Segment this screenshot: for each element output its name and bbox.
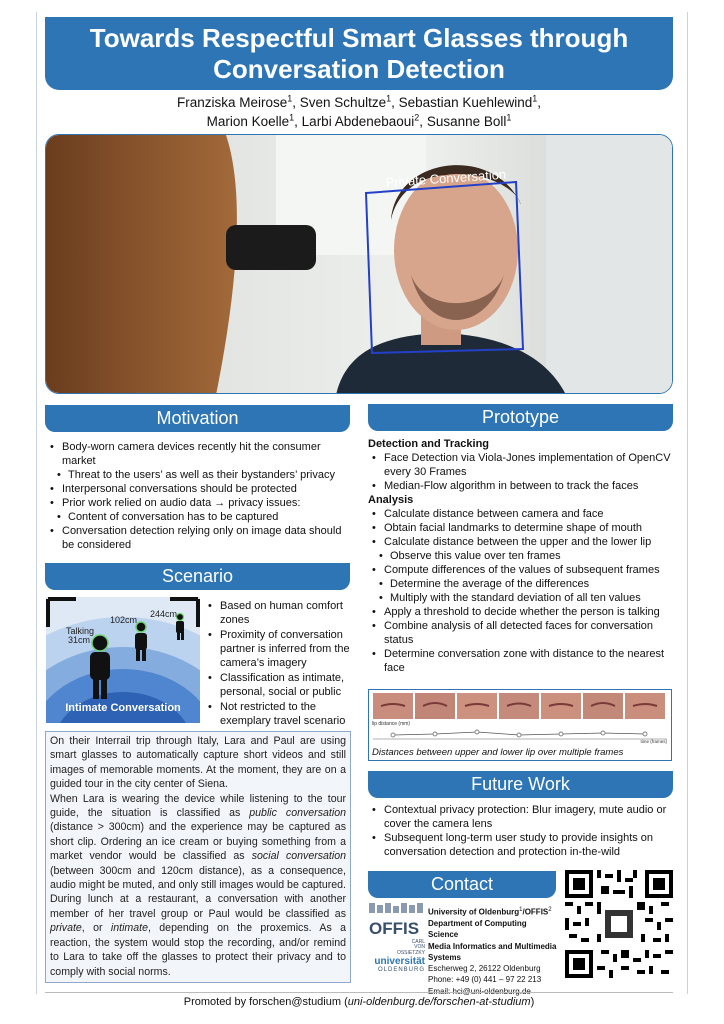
university-logo	[369, 940, 425, 980]
scenario-story	[45, 731, 351, 983]
motivation-list	[46, 440, 350, 552]
uni-logo-line: OLDENBURG	[377, 967, 425, 973]
motivation-heading: Motivation	[45, 405, 350, 432]
list-item: • Median-Flow algorithm in between to track the faces	[368, 479, 676, 493]
hero-illustration	[46, 135, 673, 394]
qr-code[interactable]	[565, 870, 673, 978]
list-item: • Subsequent long-term user study to provide insights on conversation detection and protection in-the-wild	[368, 831, 676, 859]
author: Susanne Boll	[426, 114, 507, 129]
scenario-label-244cm: 244cm	[150, 609, 178, 619]
lip-frames	[373, 693, 665, 719]
list-item: • Combine analysis of all detected faces for conversation status	[368, 619, 676, 647]
lip-axis-label: lip distance (mm)	[372, 721, 411, 727]
scenario-label-talking: Talking	[66, 626, 95, 636]
affiliation-mark: 1	[287, 93, 293, 104]
author: Larbi Abdenebaoui	[301, 114, 415, 129]
author: Sebastian Kuehlewind	[398, 95, 533, 110]
list-item: • Prior work relied on audio data → privacy issues:	[46, 496, 350, 510]
hero-photo	[45, 134, 673, 394]
list-item: • Conversation detection relying only on image data should be considered	[46, 524, 350, 552]
prototype-subheading: Analysis	[368, 494, 414, 506]
title-line-2: Conversation Detection	[213, 54, 505, 84]
list-item: • Proximity of conversation partner is inferred from the camera’s imagery	[204, 628, 354, 670]
lip-distance-figure	[368, 689, 672, 761]
story-paragraph: When Lara is wearing the device while listening to the tour guide, the situation is classified as public conversation (distance > 300cm) and the experience may be captured as short clip. Ordering an ice cream or buying something from a market vendor would be classified as social conversation (between 300cm and 120cm distance), as a consequence, audio might be muted, and only still images would be captured. During lunch at a restaurant, a conversation with another member of her travel group or Paul would be classified as private, or intimate, depending on the proxemics. As a reaction, the system would stop the recording, and/or remind to Lara to take off the glasses to protect their privacy and to comply with social norms.	[50, 792, 347, 978]
list-item: • Face Detection via Viola-Jones implementation of OpenCV every 30 Frames	[368, 451, 676, 479]
list-item: • Determine the average of the differences	[368, 577, 676, 591]
analysis-list	[368, 507, 676, 675]
affiliation-mark: 1	[519, 907, 523, 913]
contact-group: Media Informatics and Multimedia Systems	[428, 941, 557, 962]
footer-divider	[45, 992, 673, 993]
title-line-1: Towards Respectful Smart Glasses through	[89, 23, 629, 53]
list-item: • Multiply with the standard deviation of all ten values	[368, 591, 676, 605]
author-list: Franziska Meirose$^1$, Sven Schultze$^1$, Sebastian Kuehlewind$^1$, Marion Koelle$^1$, Larbi Abdenebaoui$^2$, Susanne Boll$^1$	[176, 93, 542, 129]
offis-logo	[369, 903, 425, 937]
list-item: • Calculate distance between the upper and the lower lip	[368, 535, 676, 549]
list-item: • Body-worn camera devices recently hit the consumer market	[46, 440, 350, 468]
footer-link[interactable]: uni-oldenburg.de/forschen-at-studium	[347, 996, 531, 1008]
title-banner	[45, 17, 673, 90]
uni-logo-line: OSSIETZKY	[396, 950, 425, 956]
prototype-list	[368, 451, 676, 493]
prototype-content	[368, 437, 676, 675]
scenario-caption: Intimate Conversation	[65, 702, 181, 714]
story-paragraph: On their Interrail trip through Italy, Lara and Paul are using smart glasses to automatically capture short videos and still images of memorable moments. At the moment, they are on a guided tour in the city center of Siena.	[50, 735, 346, 791]
future-work-heading: Future Work	[368, 771, 673, 798]
list-item: • Compute differences of the values of subsequent frames	[368, 563, 676, 577]
affiliation-mark: 1	[532, 93, 538, 104]
scenario-figure	[46, 597, 200, 723]
list-item: • Obtain facial landmarks to determine shape of mouth	[368, 521, 676, 535]
contact-org: University of Oldenburg	[428, 907, 520, 917]
list-item: • Observe this value over ten frames	[368, 549, 676, 563]
hero-overlay-label: Private Conversation	[385, 166, 507, 190]
contact-phone: Phone: +49 (0) 441 – 97 22 213	[428, 975, 542, 985]
camera-glasses	[226, 225, 316, 270]
contact-address: Escherweg 2, 26122 Oldenburg	[428, 964, 541, 974]
list-item: • Contextual privacy protection: Blur imagery, mute audio or cover the camera lens	[368, 803, 676, 831]
author: Marion Koelle	[206, 114, 290, 129]
list-item: • Interpersonal conversations should be protected	[46, 482, 350, 496]
footer-close: )	[530, 996, 535, 1008]
footer	[45, 996, 673, 1008]
contact-heading: Contact	[368, 871, 556, 898]
lip-figure-caption: Distances between upper and lower lip over multiple frames	[372, 747, 624, 758]
list-item: • Calculate distance between camera and face	[368, 507, 676, 521]
offis-logo-text: OFFIS	[369, 919, 420, 937]
contact-details	[428, 905, 558, 997]
affiliation-mark: 1	[289, 112, 295, 123]
uni-logo-line: universität	[374, 956, 425, 967]
affiliation-mark: 1	[506, 112, 512, 123]
list-item: • Apply a threshold to decide whether the person is talking	[368, 605, 676, 619]
list-item: • Classification as intimate, personal, social or public	[204, 671, 354, 699]
lip-time-label: time (frames)	[640, 739, 667, 744]
uni-logo-line: CARL	[411, 939, 425, 945]
scenario-label-31cm: 31cm	[68, 635, 91, 645]
list-item: • Determine conversation zone with distance to the nearest face	[368, 647, 676, 675]
list-item: • Based on human comfort zones	[204, 599, 354, 627]
scenario-list	[204, 599, 354, 729]
list-item: • Not restricted to the exemplary travel scenario	[204, 700, 354, 728]
scenario-heading: Scenario	[45, 563, 350, 590]
affiliation-mark: 2	[414, 112, 420, 123]
contact-org-sep: /OFFIS	[522, 907, 549, 917]
contact-dept: Department of Computing Science	[428, 918, 527, 940]
author: Franziska Meirose	[176, 95, 288, 110]
list-item: • Threat to the users’ as well as their bystanders’ privacy	[46, 468, 350, 482]
prototype-subheading: Detection and Tracking	[368, 438, 490, 450]
contact-email[interactable]: Email: hci@uni-oldenburg.de	[428, 986, 531, 996]
footer-text: Promoted by forschen@studium (	[183, 996, 348, 1008]
affiliation-mark: 2	[548, 907, 552, 913]
scenario-label-102cm: 102cm	[110, 615, 138, 625]
woman-hair	[46, 135, 237, 394]
uni-logo-line: VON	[414, 944, 425, 950]
prototype-heading: Prototype	[368, 404, 673, 431]
affiliation-mark: 1	[386, 93, 392, 104]
list-item: • Content of conversation has to be captured	[46, 510, 350, 524]
future-work-list	[368, 803, 676, 859]
author: Sven Schultze	[299, 95, 387, 110]
